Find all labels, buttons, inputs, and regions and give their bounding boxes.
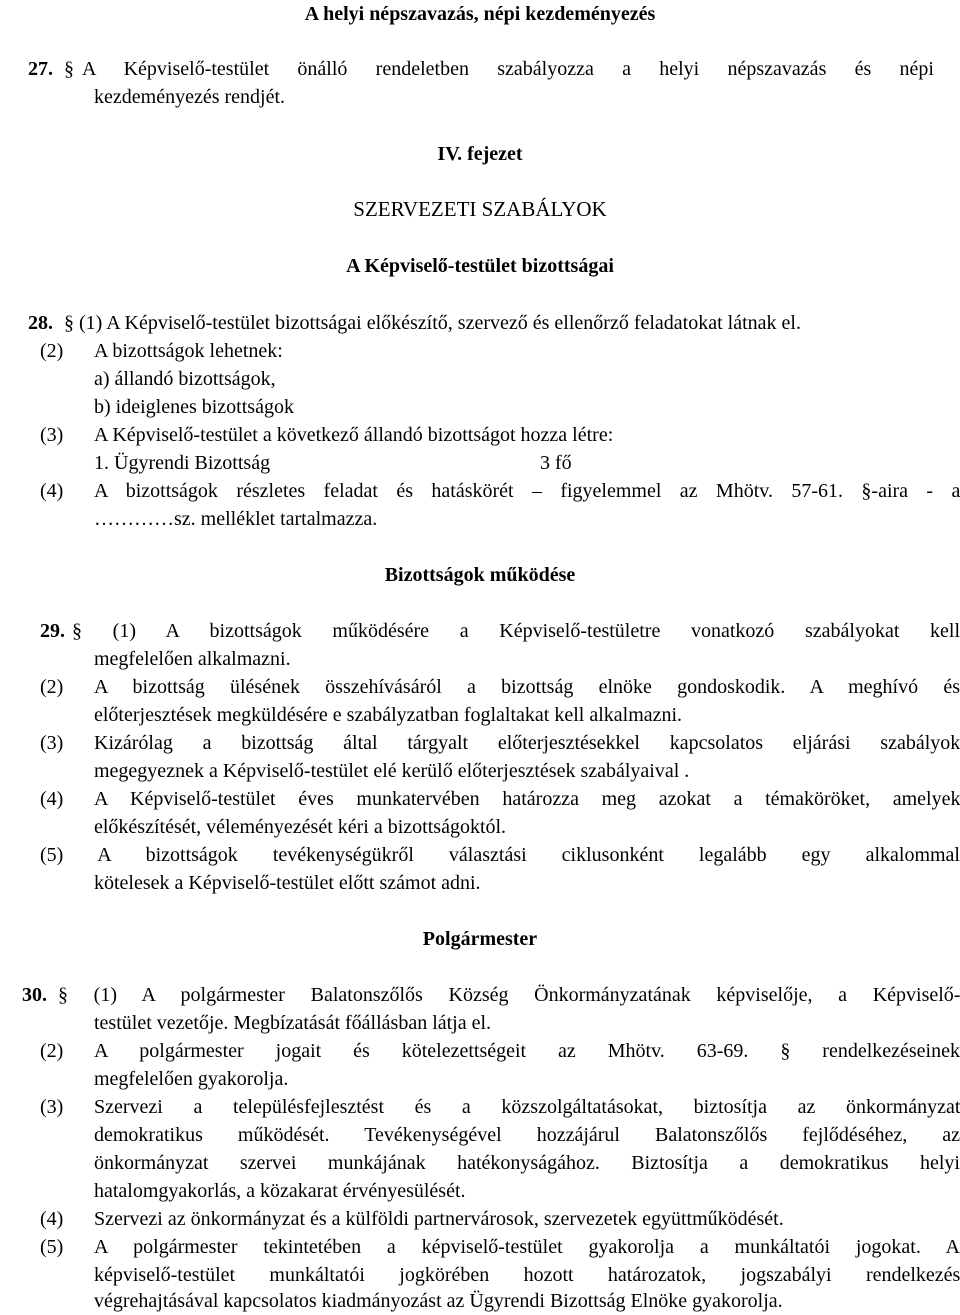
s30-p3-line-1: Szervezi a településfejlesztést és a közszolgáltatásokat, biztosítja az önkormányzat (94, 1096, 960, 1118)
s30-p5-number: (5) (40, 1236, 64, 1258)
s28-p4-number: (4) (40, 480, 64, 502)
blank-dots: ………… (94, 508, 174, 530)
section-number-28: 28. (28, 312, 53, 334)
s29-p3-line-2: megegyeznek a Képviselő-testület elé kerülő előterjesztések szabályaival . (94, 760, 690, 782)
s29-p1-line-1: § (1) A bizottságok működésére a Képviselő-testületre vonatkozó szabályokat kell (72, 620, 960, 642)
s30-p2-number: (2) (40, 1040, 64, 1062)
s28-p3-number: (3) (40, 424, 64, 446)
s29-p2-line-2: előterjesztések megküldésére e szabályzatban foglaltakat kell alkalmazni. (94, 704, 683, 726)
paragraph-sign: § (64, 58, 74, 80)
s28-p4-line-1: A bizottságok részletes feladat és hatáskörét – figyelemmel az Mhötv. 57-61. §-aira - a (94, 480, 960, 502)
s28-p2: A bizottságok lehetnek: (94, 340, 283, 362)
s30-p5-line-1: A polgármester tekintetében a képviselő-testület gyakorolja a munkáltatói jogokat. A (94, 1236, 960, 1258)
s30-p5-line-3: végrehajtásával kapcsolatos kiadmányozást az Ügyrendi Bizottság Elnöke gyakorolja. (94, 1290, 783, 1312)
s29-p4-line-2: előkészítését, véleményezését kéri a bizottságoktól. (94, 816, 507, 838)
s30-p3-line-4: hatalomgyakorlás, a közakarat érvényesülését. (94, 1180, 466, 1202)
s28-p2-number: (2) (40, 340, 64, 362)
s30-p2-line-1: A polgármester jogait és kötelezettségeit az Mhötv. 63-69. § rendelkezéseinek (94, 1040, 960, 1062)
s30-p1-line-1: § (1) A polgármester Balatonszőlős Község Önkormányzatának képviselője, a Képviselő- (58, 984, 960, 1006)
section-title: A helyi népszavazás, népi kezdeményezés (304, 3, 656, 25)
s30-p3-line-3: önkormányzat szervei munkájának hatékonyságához. Biztosítja a demokratikus helyi (94, 1152, 960, 1174)
s30-p5-line-2: képviselő-testület munkáltatói jogkörében hozott határozatok, jogszabályi rendelkezés (94, 1264, 960, 1286)
s29-p3-line-1: Kizárólag a bizottság által tárgyalt előterjesztésekkel kapcsolatos eljárási szabályok (94, 732, 960, 754)
s28-p3-committee: 1. Ügyrendi Bizottság (94, 452, 271, 474)
s29-p1-line-2: megfelelően alkalmazni. (94, 648, 291, 670)
s29-p3-number: (3) (40, 732, 64, 754)
s28-p2-item-b: b) ideiglenes bizottságok (94, 396, 294, 418)
chapter-number: IV. fejezet (437, 143, 523, 165)
s30-p3-number: (3) (40, 1096, 64, 1118)
s29-p2-number: (2) (40, 676, 64, 698)
s27-line-1: A Képviselő-testület önálló rendeletben szabályozza a helyi népszavazás és népi (82, 58, 934, 80)
s27-line-2: kezdeményezés rendjét. (94, 86, 286, 108)
section-number-27: 27. (28, 58, 53, 80)
subsection-title-mayor: Polgármester (422, 928, 538, 950)
s29-p5-line-1: (5) A bizottságok tevékenységükről választási ciklusonként legalább egy alkalommal (40, 844, 960, 866)
s28-p4-line-2: …………sz. melléklet tartalmazza. (94, 508, 378, 530)
s30-p4-number: (4) (40, 1208, 64, 1230)
s30-p3-line-2: demokratikus működését. Tevékenységével hozzájárul Balatonszőlős fejlődéséhez, az (94, 1124, 960, 1146)
s30-p1-line-2: testület vezetője. Megbízatását főállásban látja el. (94, 1012, 492, 1034)
chapter-title: SZERVEZETI SZABÁLYOK (353, 197, 607, 221)
section-number-29: 29. (40, 620, 65, 642)
subsection-title-committee-operation: Bizottságok működése (384, 564, 576, 586)
s28-p3: A Képviselő-testület a következő állandó bizottságot hozza létre: (94, 424, 614, 446)
s28-p1: § (1) A Képviselő-testület bizottságai előkészítő, szervező és ellenőrző feladatokat látnak el. (64, 312, 801, 334)
s29-p4-line-1: A Képviselő-testület éves munkatervében határozza meg azokat a témaköröket, amelyek (94, 788, 960, 810)
section-number-30: 30. (22, 984, 47, 1006)
s28-p2-item-a: a) állandó bizottságok, (94, 368, 276, 390)
s30-p4-line-1: Szervezi az önkormányzat és a külföldi partnervárosok, szervezetek együttműködését. (94, 1208, 784, 1230)
s29-p2-line-1: A bizottság ülésének összehívásáról a bizottság elnöke gondoskodik. A meghívó és (94, 676, 960, 698)
s29-p5-line-2: kötelesek a Képviselő-testület előtt számot adni. (94, 872, 481, 894)
s29-p4-number: (4) (40, 788, 64, 810)
s30-p2-line-2: megfelelően gyakorolja. (94, 1068, 289, 1090)
subsection-title-committees: A Képviselő-testület bizottságai (346, 255, 614, 277)
s28-p3-member-count: 3 fő (540, 452, 572, 474)
